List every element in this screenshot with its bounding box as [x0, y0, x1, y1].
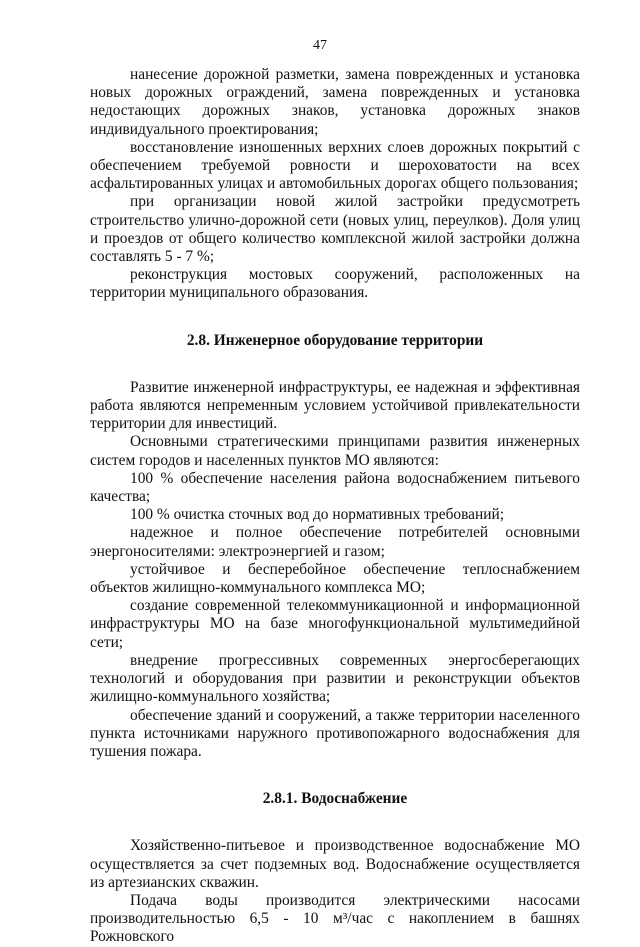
list-item-fire-water: обеспечение зданий и сооружений, а также территории населенного пункта источниками наружного противопожарного водоснабжения для тушения пожара. — [90, 706, 580, 760]
list-item-water-supply: 100 % обеспечение населения района водоснабжением питьевого качества; — [90, 469, 580, 506]
list-item-energy-saving: внедрение прогрессивных современных энергосберегающих технологий и оборудования при развитии и реконструкции объектов жилищно-коммунального хозяйства; — [90, 651, 580, 706]
list-item-wastewater: 100 % очистка сточных вод до нормативных требований; — [130, 506, 504, 524]
page-content — [90, 66, 580, 947]
list-item-telecom: создание современной телекоммуникационной и информационной инфраструктуры МО на базе многофункциональной мультимедийной сети; — [90, 597, 580, 651]
subsection-heading-water-supply: 2.8.1. Водоснабжение — [262, 790, 408, 808]
paragraph-pavement-restoration: восстановление изношенных верхних слоев дорожных покрытий с обеспечением требуемой ровности и шероховатости на всех асфальтированных улицах и автомобильных дорогах общего пользования; — [90, 138, 580, 193]
section-heading-engineering: 2.8. Инженерное оборудование территории — [186, 331, 484, 349]
list-item-heating: устойчивое и бесперебойное обеспечение теплоснабжением объектов жилищно-коммунального комплекса МО; — [90, 560, 580, 597]
page-number: 47 — [313, 38, 327, 53]
paragraph-road-markings: нанесение дорожной разметки, замена поврежденных и установка новых дорожных ограждений, замена поврежденных и установка недостающих дорожных знаков, установка дорожных знаков индивидуального проектирования; — [90, 66, 580, 138]
paragraph-water-pumps: Подача воды производится электрическими насосами производительностью 6,5 - 10 м³/час с накоплением в башнях Рожновского — [90, 891, 580, 946]
paragraph-strategic-principles: Основными стратегическими принципами развития инженерных систем городов и населенных пунктов МО являются: — [90, 433, 580, 469]
paragraph-bridge-reconstruction: реконструкция мостовых сооружений, расположенных на территории муниципального образования. — [90, 266, 580, 302]
paragraph-infrastructure-development: Развитие инженерной инфраструктуры, ее надежная и эффективная работа являются непременным условием устойчивой привлекательности территории для инвестиций. — [90, 378, 580, 433]
paragraph-new-street-network: при организации новой жилой застройки предусмотреть строительство улично-дорожной сети (новых улиц, переулков). Доля улиц и проездов от общего количество комплексной жилой застройки должна составлять 5 - 7 %; — [90, 193, 580, 266]
list-item-energy: надежное и полное обеспечение потребителей основными энергоносителями: электроэнергией и газом; — [90, 524, 580, 560]
paragraph-water-source: Хозяйственно-питьевое и производственное водоснабжение МО осуществляется за счет подземных вод. Водоснабжение осуществляется из артезианских скважин. — [90, 837, 580, 891]
